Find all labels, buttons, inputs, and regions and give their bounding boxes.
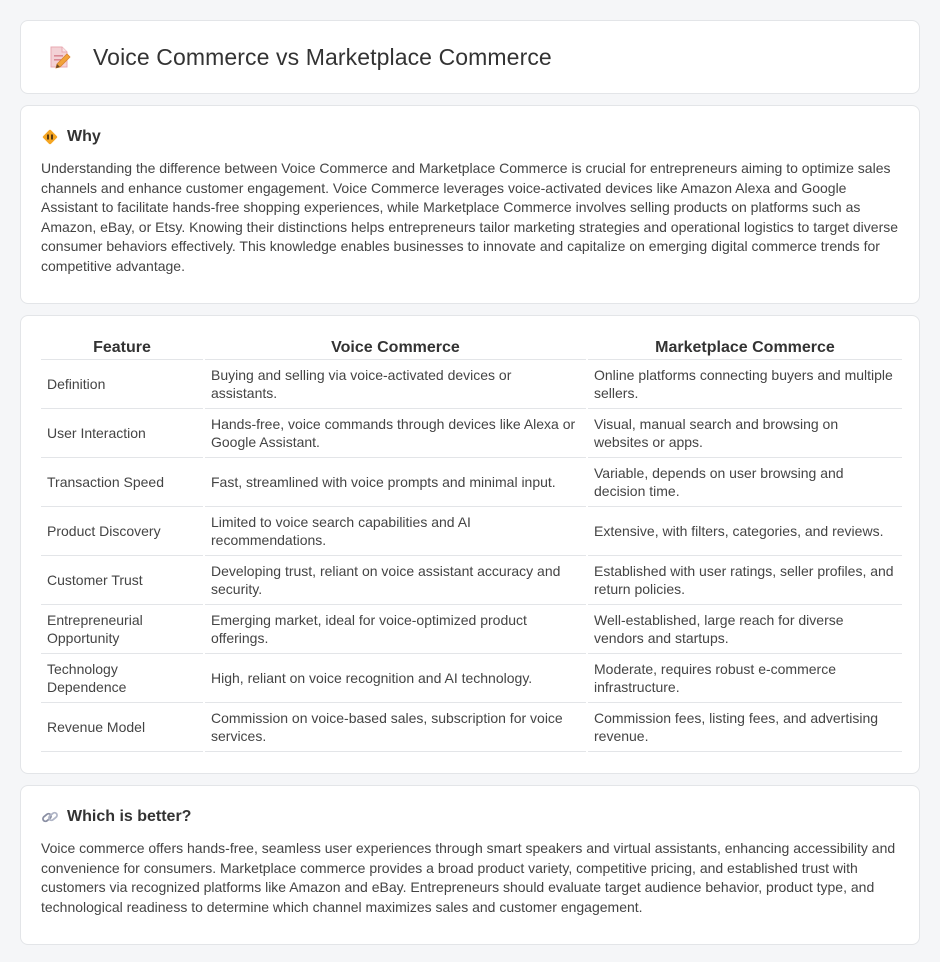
table-row: [41, 409, 902, 458]
comparison-table-card: [20, 315, 920, 774]
row-marketplace-value: Well-established, large reach for diverse vendors and startups.: [588, 605, 902, 654]
row-feature: Transaction Speed: [41, 458, 203, 507]
row-marketplace-value: Established with user ratings, seller profiles, and return policies.: [588, 556, 902, 605]
document-pencil-icon: [45, 43, 73, 71]
table-row: [41, 507, 902, 556]
header-feature: Feature: [41, 336, 203, 360]
row-voice-value: Emerging market, ideal for voice-optimized product offerings.: [205, 605, 586, 654]
why-heading: [41, 128, 899, 146]
row-voice-value: Limited to voice search capabilities and AI recommendations.: [205, 507, 586, 556]
header-card: [20, 20, 920, 94]
better-text: Voice commerce offers hands-free, seamless user experiences through smart speakers and virtual assistants, enhancing accessibility and convenience for consumers. Marketplace commerce provides a broad product variety, competitive pricing, and established trust with customers via recognized platforms like Amazon and eBay. Entrepreneurs should evaluate target audience behavior, product type, and technological readiness to determine which channel maximizes sales and customer engagement.: [41, 840, 896, 915]
table-row: [41, 458, 902, 507]
row-feature: Customer Trust: [41, 556, 203, 605]
page-title: Voice Commerce vs Marketplace Commerce: [93, 43, 552, 70]
row-feature: Revenue Model: [41, 703, 203, 752]
row-voice-value: Hands-free, voice commands through devices like Alexa or Google Assistant.: [205, 409, 586, 458]
row-feature: Entrepreneurial Opportunity: [41, 605, 203, 654]
header-marketplace-commerce: Marketplace Commerce: [588, 336, 902, 360]
row-voice-value: Developing trust, reliant on voice assistant accuracy and security.: [205, 556, 586, 605]
row-marketplace-value: Variable, depends on user browsing and decision time.: [588, 458, 902, 507]
table-row: [41, 654, 902, 703]
why-card: [20, 105, 920, 304]
row-voice-value: High, reliant on voice recognition and AI technology.: [205, 654, 586, 703]
row-marketplace-value: Extensive, with filters, categories, and reviews.: [588, 507, 902, 556]
comparison-table: [39, 336, 904, 752]
better-title: Which is better?: [67, 808, 192, 825]
table-header-row: [41, 336, 902, 360]
table-row: [41, 605, 902, 654]
why-title: Why: [67, 128, 101, 145]
row-voice-value: Fast, streamlined with voice prompts and minimal input.: [205, 458, 586, 507]
header-voice-commerce: Voice Commerce: [205, 336, 586, 360]
why-text: Understanding the difference between Voice Commerce and Marketplace Commerce is crucial for entrepreneurs aiming to optimize sales channels and enhance customer engagement. Voice Commerce leverages voice-activated devices like Amazon Alexa and Google Assistant to facilitate hands-free shopping experiences, while Marketplace Commerce involves selling products on platforms such as Amazon, eBay, or Etsy. Knowing their distinctions helps entrepreneurs tailor marketing strategies and operational logistics to target diverse consumer behaviors effectively. This knowledge enables businesses to innovate and capitalize on emerging digital commerce trends for competitive advantage.: [41, 160, 899, 274]
row-marketplace-value: Moderate, requires robust e-commerce infrastructure.: [588, 654, 902, 703]
better-heading: [41, 808, 899, 826]
row-marketplace-value: Commission fees, listing fees, and advertising revenue.: [588, 703, 902, 752]
row-marketplace-value: Online platforms connecting buyers and multiple sellers.: [588, 360, 902, 409]
table-row: [41, 360, 902, 409]
row-feature: User Interaction: [41, 409, 203, 458]
table-row: [41, 556, 902, 605]
row-voice-value: Buying and selling via voice-activated devices or assistants.: [205, 360, 586, 409]
row-voice-value: Commission on voice-based sales, subscription for voice services.: [205, 703, 586, 752]
table-row: [41, 703, 902, 752]
row-feature: Product Discovery: [41, 507, 203, 556]
row-marketplace-value: Visual, manual search and browsing on websites or apps.: [588, 409, 902, 458]
diamond-sign-icon: [41, 128, 59, 146]
link-icon: [41, 808, 59, 826]
row-feature: Definition: [41, 360, 203, 409]
row-feature: Technology Dependence: [41, 654, 203, 703]
which-is-better-card: [20, 785, 920, 945]
